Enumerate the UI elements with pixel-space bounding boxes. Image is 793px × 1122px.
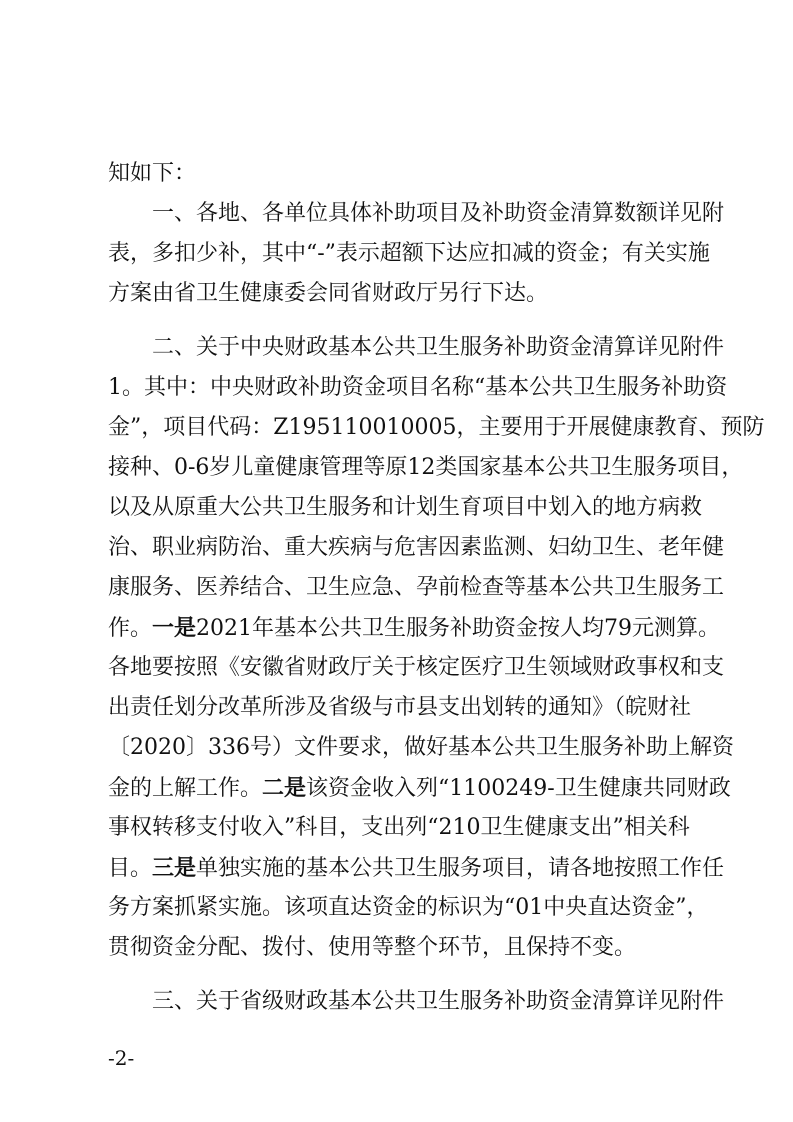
text-line-rest: 该资金收入列“1100249-卫生健康共同财政 [306, 776, 731, 801]
page-number: -2- [108, 1046, 135, 1070]
text-line-rest: 2021年基本公共卫生服务补助资金按人均79元测算。 [196, 616, 721, 641]
text-line: 接种、0-6岁儿童健康管理等原12类国家基本公共卫生服务项目， [108, 455, 744, 480]
text-line [108, 612, 721, 644]
text-line-lead: 目。 [108, 856, 153, 881]
text-line-lead: 作。 [108, 616, 153, 641]
text-line: 金”，项目代码：Z195110010005，主要用于开展健康教育、预防 [108, 415, 765, 440]
text-line-rest: 单独实施的基本公共卫生服务项目，请各地按照工作任 [196, 856, 725, 881]
text-line: 表，多扣少补，其中“-”表示超额下达应扣减的资金；有关实施 [108, 241, 710, 266]
text-line: 〔2020〕336号）文件要求，做好基本公共卫生服务补助上解资 [108, 735, 734, 760]
text-line [108, 852, 725, 884]
text-line: 各地要按照《安徽省财政厅关于核定医疗卫生领域财政事权和支 [108, 655, 725, 680]
text-line: 二、关于中央财政基本公共卫生服务补助资金清算详见附件 [152, 335, 725, 360]
bold-marker: 二是 [262, 775, 307, 801]
text-line: 1。其中：中央财政补助资金项目名称“基本公共卫生服务补助资 [108, 375, 728, 400]
text-line: 一、各地、各单位具体补助项目及补助资金清算数额详见附 [152, 201, 725, 226]
text-line [108, 772, 731, 804]
text-line: 务方案抓紧实施。该项直达资金的标识为“01中央直达资金”， [108, 895, 709, 920]
text-line: 三、关于省级财政基本公共卫生服务补助资金清算详见附件 [152, 989, 725, 1014]
text-line: 康服务、医养结合、卫生应急、孕前检查等基本公共卫生服务工 [108, 575, 725, 600]
bold-marker: 一是 [152, 615, 197, 641]
text-line: 出责任划分改革所涉及省级与市县支出划转的通知》（皖财社 [108, 695, 692, 720]
text-line: 治、职业病防治、重大疾病与危害因素监测、妇幼卫生、老年健 [108, 535, 725, 560]
text-line: 事权转移支付收入”科目，支出列“210卫生健康支出”相关科 [108, 815, 690, 840]
text-line-lead: 金的上解工作。 [108, 776, 263, 801]
text-line: 知如下： [108, 161, 197, 186]
text-line: 贯彻资金分配、拨付、使用等整个环节，且保持不变。 [108, 935, 637, 960]
bold-marker: 三是 [152, 855, 197, 881]
text-line: 以及从原重大公共卫生服务和计划生育项目中划入的地方病救 [108, 495, 703, 520]
text-line: 方案由省卫生健康委会同省财政厅另行下达。 [108, 281, 549, 306]
